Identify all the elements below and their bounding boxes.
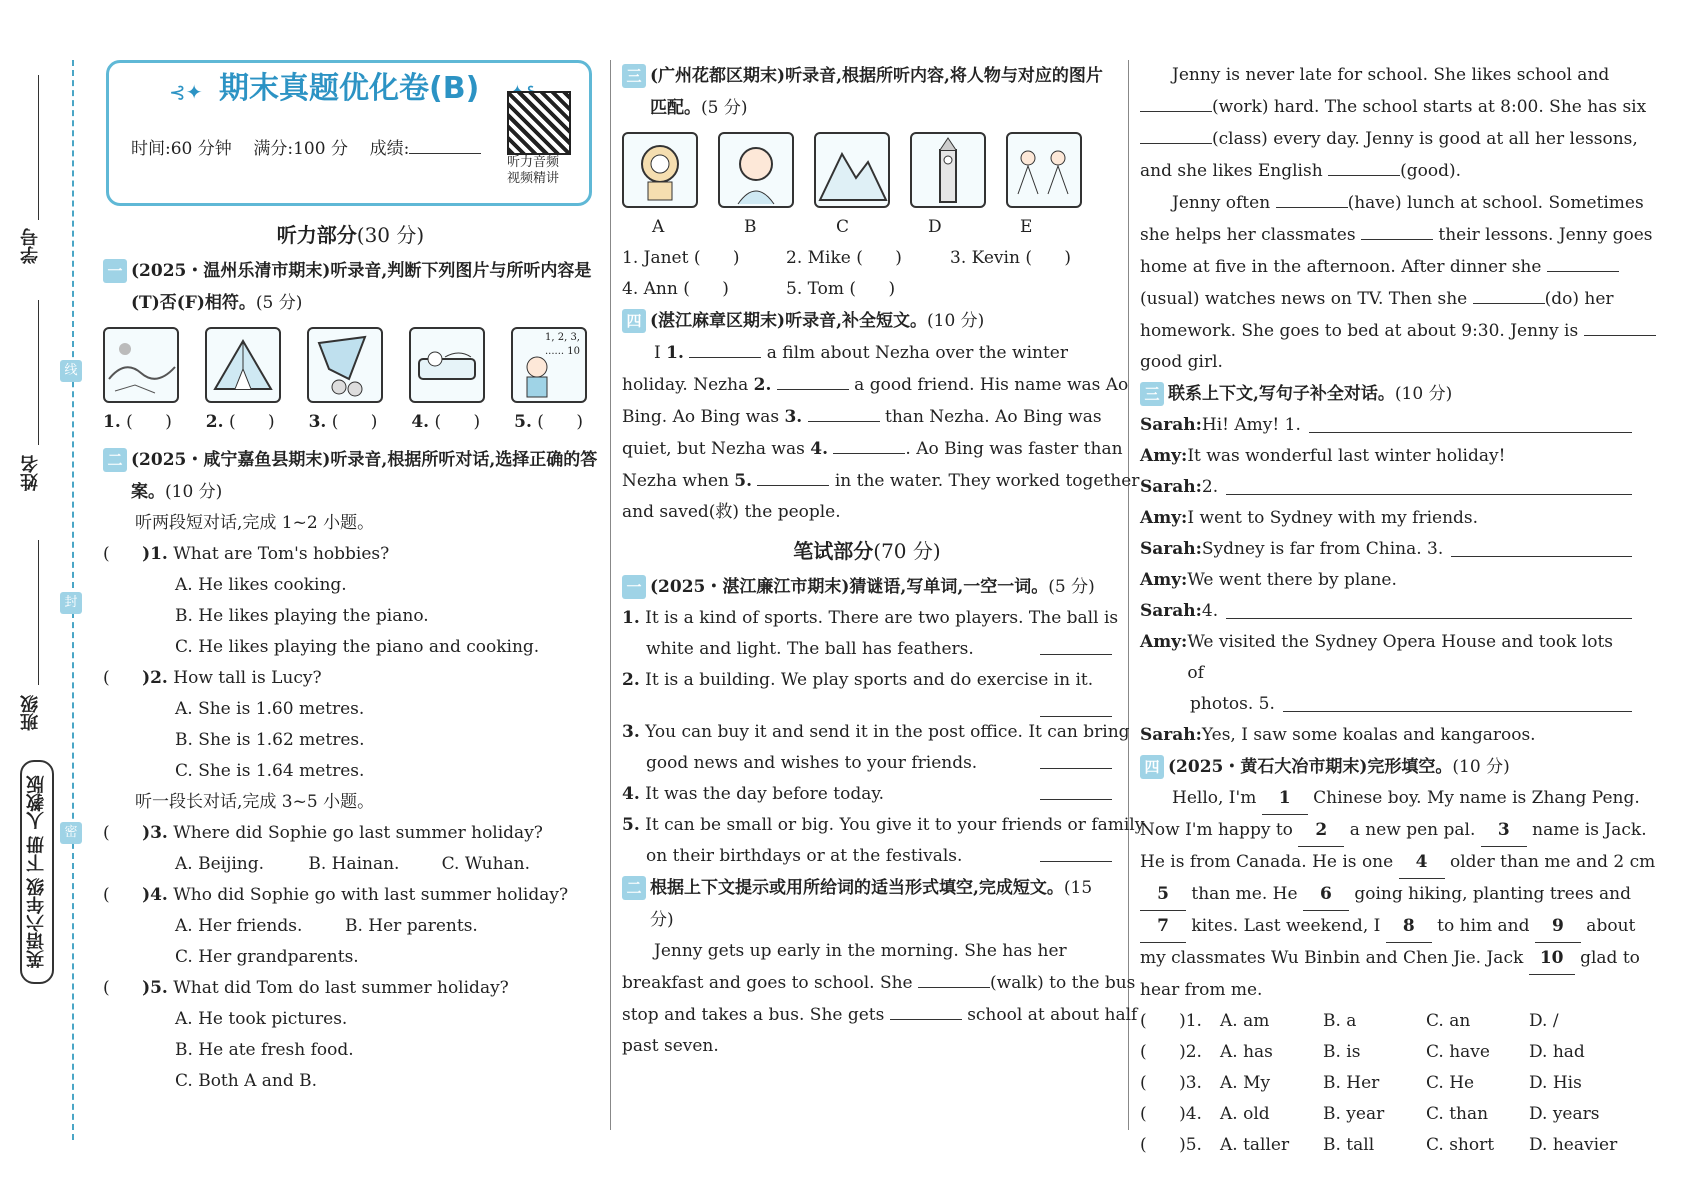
answer-field[interactable] — [1040, 779, 1112, 800]
passage-text: going hiking, planting trees and — [1348, 884, 1631, 904]
cloze-blank[interactable]: 1 — [1262, 783, 1308, 815]
speaker: Amy: — [1140, 446, 1188, 466]
column-divider — [1128, 60, 1129, 1130]
mc-item — [103, 539, 598, 663]
question-text: 联系上下文,写句子补全对话。 — [1168, 384, 1395, 404]
passage-text: than me. He — [1186, 884, 1303, 904]
blank-field[interactable] — [808, 401, 880, 422]
mc-item — [103, 818, 598, 880]
blank-field[interactable] — [1140, 123, 1212, 144]
dialogue-line: 4. — [1201, 601, 1219, 621]
question-header — [1140, 378, 1632, 410]
passage-text: kites. Last weekend, I — [1186, 916, 1386, 936]
qr-caption — [507, 155, 559, 187]
riddle-text: on their birthdays or at the festivals. — [646, 846, 963, 866]
cloze-blank[interactable]: 2 — [1298, 815, 1344, 847]
option: B. Her parents. — [345, 916, 478, 936]
item-number: )1. — [1179, 1011, 1202, 1031]
blank-field[interactable] — [918, 967, 990, 988]
option: C. Wuhan. — [441, 854, 531, 874]
passage-text: older than me and 2 cm — [1444, 852, 1656, 872]
item-number: 4. — [622, 784, 640, 804]
passage-text: (good). — [1400, 161, 1461, 181]
item-number: )5. — [142, 978, 168, 998]
student-id-field[interactable] — [38, 75, 39, 220]
passage-text: and she likes English — [1140, 161, 1323, 181]
blank-number: 2. — [753, 375, 772, 395]
exam-info — [131, 133, 481, 165]
question-header — [622, 571, 1112, 603]
cloze-blank[interactable]: 3 — [1481, 815, 1527, 847]
passage — [1140, 60, 1653, 378]
passage-text: a film about Nezha over the winter — [766, 343, 1068, 363]
picture-letter: E — [1020, 217, 1033, 237]
page-title: 期末真题优化卷(B) — [219, 71, 480, 106]
answer-field[interactable] — [1309, 410, 1632, 433]
riddle-text: It is a building. We play sports and do exercise in it. — [645, 670, 1094, 690]
answer-field[interactable] — [1283, 689, 1632, 712]
answer-field[interactable] — [1226, 472, 1632, 495]
answer-row — [103, 407, 583, 438]
question-points: (5 分) — [255, 293, 303, 313]
picture-river-icon — [103, 327, 179, 403]
item-number: )3. — [142, 823, 168, 843]
blank-number: 3. — [784, 407, 803, 427]
question-text: 根据上下文提示或用所给词的适当形式填空,完成短文。 — [650, 878, 1064, 898]
name-field[interactable] — [38, 300, 39, 445]
section-points: (30 分) — [356, 223, 425, 247]
passage-text: He is from Canada. He is one — [1140, 852, 1399, 872]
passage-text: . Ao Bing was faster than — [905, 439, 1123, 459]
answer-bracket[interactable]: ( ) — [537, 412, 583, 432]
class-field[interactable] — [38, 540, 39, 685]
option: A. Beijing. — [175, 854, 265, 874]
passage-text: (work) hard. The school starts at 8:00. She has six — [1212, 97, 1647, 117]
option: C. than — [1426, 1104, 1489, 1124]
full-score: 满分:100 分 — [253, 139, 348, 159]
blank-number: 5. — [734, 471, 753, 491]
qr-caption-line: 视频精讲 — [507, 171, 560, 186]
item-number: )2. — [142, 668, 168, 688]
dialogue-line: 2. — [1201, 477, 1219, 497]
section-points: (70 分) — [873, 539, 941, 563]
match-item: 3. Kevin ( — [950, 248, 1032, 268]
question-number: 四 — [1140, 755, 1164, 779]
question-points: (10 分) — [1452, 757, 1510, 777]
passage-text: (walk) to the bus — [990, 973, 1136, 993]
listening-heading — [103, 220, 598, 251]
speaker: Sarah: — [1140, 601, 1202, 621]
passage-text: (usual) watches news on TV. Then she — [1140, 289, 1468, 309]
item-number: 4. — [411, 412, 430, 432]
option: D. His — [1529, 1073, 1582, 1093]
answer-field[interactable] — [1451, 534, 1632, 557]
picture-letter: A — [652, 217, 665, 237]
dialogue-line: Hi! Amy! 1. — [1201, 415, 1301, 435]
question-number: 二 — [103, 448, 127, 472]
option: B. He likes playing the piano. — [175, 606, 429, 626]
seal-tag-mi: 密 — [60, 822, 82, 844]
question-number: 二 — [622, 876, 646, 900]
title-box — [106, 60, 592, 206]
mc-item — [103, 663, 598, 787]
mc-item — [103, 973, 598, 1097]
item-number: 5. — [622, 815, 640, 835]
item-question: Who did Sophie go with last summer holiday? — [173, 885, 569, 905]
passage-text: my classmates Wu Binbin and Chen Jie. Jack — [1140, 948, 1529, 968]
answer-bracket[interactable]: ( — [103, 668, 143, 688]
passage-text: to him and — [1431, 916, 1535, 936]
question-points: (10 分) — [165, 482, 223, 502]
blank-field[interactable] — [1584, 315, 1656, 336]
question-text: (2025・黄石大冶市期末)完形填空。 — [1168, 757, 1453, 777]
cloze-blank[interactable]: 8 — [1386, 911, 1432, 943]
picture-sleeping-icon — [409, 327, 485, 403]
passage-text: school at about half — [967, 1005, 1138, 1025]
class-label: 班级 — [20, 695, 41, 731]
option: C. have — [1426, 1042, 1490, 1062]
item-number: )4. — [1179, 1104, 1202, 1124]
cloze-blank[interactable]: 6 — [1303, 879, 1349, 911]
passage-text: Bing. Ao Bing was — [622, 407, 785, 427]
passage-text: a new pen pal. — [1344, 820, 1481, 840]
column-divider — [610, 60, 611, 1130]
option: C. He — [1426, 1073, 1475, 1093]
passage-text: Jenny gets up early in the morning. She has her — [654, 941, 1067, 961]
passage-text: Nezha when — [622, 471, 735, 491]
match-item: 2. Mike ( — [786, 248, 863, 268]
picture-grandpa-icon — [718, 132, 794, 208]
picture-clock-tower-icon — [910, 132, 986, 208]
picture-boy-counting-icon — [511, 327, 587, 403]
picture-people-icon — [1006, 132, 1082, 208]
qr-caption-line: 听力音频 — [507, 155, 560, 170]
dialogue-line: We went there by plane. — [1187, 570, 1397, 590]
option: B. tall — [1323, 1135, 1375, 1155]
option: B. is — [1323, 1042, 1361, 1062]
item-number: 3. — [308, 412, 327, 432]
question-text: (2025・温州乐清市期末)听录音,判断下列图片与所听内容是(T)否(F)相符。 — [131, 261, 592, 313]
picture-lion-icon — [622, 132, 698, 208]
option: B. year — [1323, 1104, 1385, 1124]
picture-letter: C — [836, 217, 850, 237]
name-label: 姓名 — [20, 455, 41, 491]
blank-field[interactable] — [777, 369, 849, 390]
answer-bracket[interactable]: ( — [103, 544, 143, 564]
question-header — [103, 255, 598, 319]
question-text: (湛江麻章区期末)听录音,补全短文。 — [650, 311, 928, 331]
question-number: 一 — [622, 575, 646, 599]
answer-bracket[interactable]: ( — [1140, 1135, 1180, 1155]
answer-bracket[interactable]: ( ) — [126, 412, 172, 432]
question-number: 三 — [1140, 382, 1164, 406]
option: C. Her grandparents. — [175, 947, 359, 967]
book-info: 英语六年级 下册 人教版 — [20, 760, 54, 984]
question-number: 四 — [622, 309, 646, 333]
item-question: How tall is Lucy? — [173, 668, 322, 688]
passage-text: Jenny is never late for school. She likes school and — [1172, 65, 1610, 85]
score-label: 成绩: — [369, 139, 410, 159]
riddle-text: It can be small or big. You give it to your friends or family — [645, 815, 1145, 835]
blank-field[interactable] — [1140, 91, 1212, 112]
score-field[interactable] — [409, 133, 481, 154]
blank-field[interactable] — [1547, 251, 1619, 272]
picture-caption — [545, 331, 580, 359]
item-question: Where did Sophie go last summer holiday? — [173, 823, 543, 843]
passage-text: hear from me. — [1140, 980, 1263, 1000]
passage-text: (class) every day. Jenny is good at all her lessons, — [1212, 129, 1638, 149]
qr-code-icon[interactable] — [507, 91, 571, 155]
answer-bracket[interactable]: ( ) — [434, 412, 481, 432]
passage-text: a good friend. His name was Ao — [854, 375, 1129, 395]
answer-bracket[interactable]: ( — [1140, 1104, 1180, 1124]
option: C. an — [1426, 1011, 1471, 1031]
option: C. He likes playing the piano and cooking. — [175, 637, 540, 657]
riddle-text: You can buy it and send it in the post office. It can bring — [645, 722, 1130, 742]
section-title: 听力部分 — [276, 223, 357, 247]
answer-field[interactable] — [1040, 696, 1112, 717]
passage-text: glad to — [1574, 948, 1640, 968]
seal-tag-xian: 线 — [60, 360, 82, 382]
speaker: Amy: — [1140, 508, 1188, 528]
picture-letter: B — [744, 217, 757, 237]
speaker: Sarah: — [1140, 415, 1202, 435]
riddle-list — [622, 603, 1145, 872]
mc-item — [103, 880, 598, 973]
time-limit: 时间:60 分钟 — [131, 139, 232, 159]
option: D. / — [1529, 1011, 1559, 1031]
option: B. Hainan. — [308, 854, 400, 874]
binding-margin — [0, 0, 80, 1191]
match-item: 4. Ann ( — [622, 279, 690, 299]
picture-tent-icon — [205, 327, 281, 403]
passage-text: (have) lunch at school. Sometimes — [1347, 193, 1644, 213]
question-points: (5 分) — [701, 98, 748, 118]
question-points: (15 分) — [650, 878, 1093, 930]
dialogue-line: Sydney is far from China. 3. — [1201, 539, 1444, 559]
seal-tag-feng: 封 — [60, 592, 82, 614]
option: D. years — [1529, 1104, 1600, 1124]
question-header — [1140, 751, 1632, 783]
picture-caption-line: ...... 10 — [545, 346, 580, 357]
passage-text: home at five in the afternoon. After dinner she — [1140, 257, 1542, 277]
item-number: 1. — [622, 608, 640, 628]
fill-passage — [622, 337, 1140, 528]
column-right — [1140, 60, 1656, 1161]
blank-number: 4. — [810, 439, 828, 459]
sub-instruction: 听一段长对话,完成 3~5 小题。 — [135, 792, 375, 812]
answer-field[interactable] — [1226, 596, 1632, 619]
dialogue-line: It was wonderful last winter holiday! — [1187, 446, 1506, 466]
riddle-text: It is a kind of sports. There are two players. The ball is — [645, 608, 1119, 628]
item-question: What did Tom do last summer holiday? — [173, 978, 509, 998]
item-number: 2. — [622, 670, 640, 690]
answer-field[interactable] — [1040, 748, 1112, 769]
riddle-text: good news and wishes to your friends. — [646, 753, 978, 773]
riddle-text: It was the day before today. — [645, 784, 885, 804]
item-number: )5. — [1179, 1135, 1202, 1155]
cloze-blank[interactable]: 10 — [1529, 943, 1575, 975]
passage-text: Now I'm happy to — [1140, 820, 1299, 840]
blank-field[interactable] — [1473, 283, 1545, 304]
option: B. Her — [1323, 1073, 1380, 1093]
option: C. short — [1426, 1135, 1495, 1155]
question-header — [103, 444, 598, 508]
option: A. has — [1220, 1042, 1273, 1062]
answer-bracket[interactable]: ( — [1140, 1042, 1180, 1062]
picture-letter: D — [928, 217, 942, 237]
blank-number: 1. — [666, 343, 684, 363]
blank-field[interactable] — [890, 999, 962, 1020]
passage-text: in the water. They worked together — [834, 471, 1140, 491]
answer-bracket[interactable]: ( ) — [228, 412, 275, 432]
answer-bracket[interactable]: ( — [103, 885, 143, 905]
picture-letters — [622, 212, 1082, 243]
question-text: (2025・湛江廉江市期末)猜谜语,写单词,一空一词。 — [650, 577, 1049, 597]
option: B. a — [1323, 1011, 1357, 1031]
passage-text: than Nezha. Ao Bing was — [885, 407, 1102, 427]
cloze-blank[interactable]: 7 — [1140, 911, 1186, 943]
option: B. She is 1.62 metres. — [175, 730, 365, 750]
passage-text: name is Jack. — [1526, 820, 1647, 840]
item-number: )1. — [142, 544, 168, 564]
passage-text: and saved(救) the people. — [622, 502, 841, 522]
dialogue — [1140, 410, 1632, 751]
speaker: Amy: — [1140, 570, 1188, 590]
column-left — [103, 60, 598, 1097]
speaker: Sarah: — [1140, 477, 1202, 497]
answer-bracket[interactable]: ( ) — [331, 412, 378, 432]
section-title: 笔试部分 — [793, 539, 874, 563]
dialogue-line: I went to Sydney with my friends. — [1187, 508, 1479, 528]
item-question: What are Tom's hobbies? — [173, 544, 390, 564]
blank-field[interactable] — [1361, 219, 1433, 240]
item-number: 3. — [622, 722, 640, 742]
passage-text: breakfast and goes to school. She — [622, 973, 913, 993]
answer-bracket[interactable]: ( — [1140, 1073, 1180, 1093]
picture-caption-line: 1, 2, 3, — [545, 332, 580, 343]
ornament-left-icon: ⊰✦ — [169, 80, 203, 104]
passage-text: Hello, I'm — [1172, 788, 1262, 808]
option: A. He likes cooking. — [175, 575, 347, 595]
item-number: 2. — [205, 412, 224, 432]
question-number: 一 — [103, 259, 127, 283]
dialogue-line: photos. 5. — [1190, 694, 1275, 714]
option: A. Her friends. — [175, 916, 303, 936]
dialogue-line: We visited the Sydney Opera House and took lots of — [1187, 632, 1614, 683]
item-number: 1. — [103, 412, 121, 432]
cloze-blank[interactable]: 5 — [1140, 879, 1186, 911]
option: C. She is 1.64 metres. — [175, 761, 365, 781]
answer-bracket[interactable]: ( — [103, 978, 143, 998]
question-points: (10 分) — [927, 311, 985, 331]
option: A. My — [1220, 1073, 1271, 1093]
dialogue-line: Yes, I saw some koalas and kangaroos. — [1201, 725, 1536, 745]
item-number: )3. — [1179, 1073, 1202, 1093]
cloze-passage — [1140, 783, 1656, 1006]
match-row: 4. Ann ( ) 5. Tom ( ) — [622, 279, 896, 299]
passage-text: I — [654, 343, 667, 363]
picture-row — [622, 132, 1112, 208]
match-item: 1. Janet ( — [622, 248, 701, 268]
passage-text: about — [1580, 916, 1636, 936]
writing-heading — [622, 536, 1112, 567]
question-header — [622, 60, 1112, 124]
option: A. She is 1.60 metres. — [175, 699, 365, 719]
match-item: 5. Tom ( — [786, 279, 857, 299]
answer-bracket[interactable]: ( — [103, 823, 143, 843]
column-middle — [622, 60, 1145, 1062]
option: D. had — [1529, 1042, 1585, 1062]
blank-field[interactable] — [1328, 155, 1400, 176]
passage-text: homework. She goes to bed at about 9:30. Jenny is — [1140, 321, 1579, 341]
sub-instruction: 听两段短对话,完成 1~2 小题。 — [135, 513, 375, 533]
passage-text: past seven. — [622, 1036, 719, 1056]
item-number: 5. — [514, 412, 532, 432]
passage-text: holiday. Nezha — [622, 375, 754, 395]
answer-bracket[interactable]: ( — [1140, 1011, 1180, 1031]
item-number: )4. — [142, 885, 168, 905]
speaker: Sarah: — [1140, 539, 1202, 559]
blank-field[interactable] — [833, 433, 905, 454]
passage-text: their lessons. Jenny goes — [1438, 225, 1653, 245]
option: A. am — [1220, 1011, 1270, 1031]
passage-text: quiet, but Nezha was — [622, 439, 811, 459]
question-number: 三 — [622, 64, 646, 88]
picture-mountain-icon — [814, 132, 890, 208]
cloze-options — [1140, 1006, 1632, 1161]
option: C. Both A and B. — [175, 1071, 318, 1091]
passage-text: (do) her — [1544, 289, 1614, 309]
cloze-blank[interactable]: 9 — [1535, 911, 1581, 943]
option: D. heavier — [1529, 1135, 1618, 1155]
option: A. old — [1220, 1104, 1270, 1124]
passage-text: she helps her classmates — [1140, 225, 1356, 245]
question-text: (广州花都区期末)听录音,根据所听内容,将人物与对应的图片匹配。 — [650, 66, 1103, 118]
passage-text: good girl. — [1140, 352, 1223, 372]
blank-field[interactable] — [757, 465, 829, 486]
passage-text: Jenny often — [1172, 193, 1271, 213]
option: A. He took pictures. — [175, 1009, 348, 1029]
question-points: (10 分) — [1394, 384, 1453, 404]
option: A. taller — [1220, 1135, 1290, 1155]
riddle-text: white and light. The ball has feathers. — [646, 639, 974, 659]
passage-text: stop and takes a bus. She gets — [622, 1005, 885, 1025]
question-header — [622, 872, 1112, 936]
passage-text: Chinese boy. My name is Zhang Peng. — [1307, 788, 1640, 808]
option: B. He ate fresh food. — [175, 1040, 354, 1060]
item-number: )2. — [1179, 1042, 1202, 1062]
picture-waterfall-icon — [307, 327, 383, 403]
answer-field[interactable] — [1040, 634, 1112, 655]
passage — [622, 936, 1138, 1062]
speaker: Sarah: — [1140, 725, 1202, 745]
answer-field[interactable] — [1040, 841, 1112, 862]
match-row: 1. Janet ( ) 2. Mike ( ) 3. Kevin ( ) — [622, 248, 1072, 268]
student-id-label: 学号 — [20, 228, 41, 264]
blank-field[interactable] — [689, 337, 761, 358]
blank-field[interactable] — [1276, 187, 1348, 208]
speaker: Amy: — [1140, 632, 1188, 652]
cloze-blank[interactable]: 4 — [1399, 847, 1445, 879]
question-points: (5 分) — [1048, 577, 1095, 597]
question-header — [622, 305, 1112, 337]
picture-row — [103, 327, 598, 403]
question-text: (2025・咸宁嘉鱼县期末)听录音,根据所听对话,选择正确的答案。 — [131, 450, 598, 502]
